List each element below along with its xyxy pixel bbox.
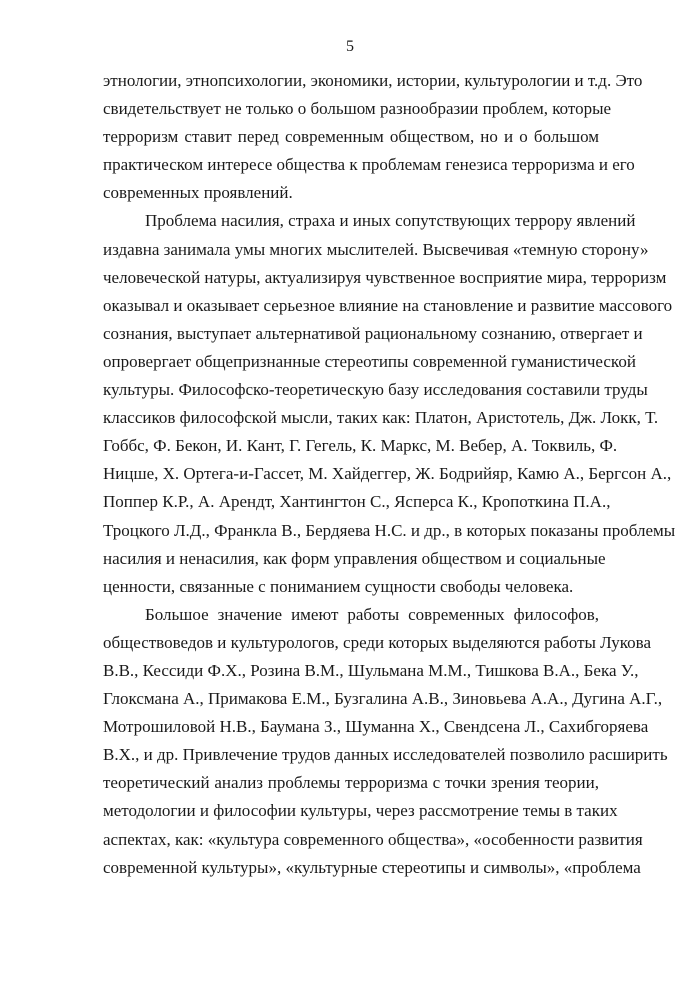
text-line: В.Х., и др. Привлечение трудов данных исследователей позволило расширить [103,745,668,765]
text-line: методологии и философии культуры, через рассмотрение темы в таких [103,801,618,821]
text-line: человеческой натуры, актуализируя чувственное восприятие мира, терроризм [103,267,667,287]
text-line: культуры. Философско-теоретическую базу исследования составили труды [103,380,648,400]
text-line: Проблема насилия, страха и иных сопутствующих террору явлений [145,211,636,231]
text-line: практическом интересе общества к проблемам генезиса терроризма и его [103,155,635,175]
text-line: свидетельствует не только о большом разнообразии проблем, которые [103,99,612,119]
text-line: В.В., Кессиди Ф.Х., Розина В.М., Шульмана М.М., Тишкова В.А., Бека У., [103,660,639,680]
text-line: аспектах, как: «культура современного общества», «особенности развития [103,829,643,849]
paragraph [103,67,643,207]
page-number: 5 [346,38,354,55]
text-line: теоретический анализ проблемы терроризма с точки зрения теории, [103,773,599,793]
text-line: насилия и ненасилия, как форм управления обществом и социальные [103,548,606,568]
text-line: современной культуры», «культурные стереотипы и символы», «проблема [103,857,641,877]
paragraph [103,207,676,600]
paragraph [103,601,668,882]
text-line: Троцкого Л.Д., Франкла В., Бердяева Н.С. и др., в которых показаны проблемы [103,520,676,540]
text-line: оказывал и оказывает серьезное влияние на становление и развитие массового [103,295,673,315]
text-line: ценности, связанные с пониманием сущности свободы человека. [103,576,574,596]
text-line: Гоббс, Ф. Бекон, И. Кант, Г. Гегель, К. Маркс, М. Вебер, А. Токвиль, Ф. [103,436,618,456]
text-line: издавна занимала умы многих мыслителей. Высвечивая «темную сторону» [103,239,649,259]
text-line: терроризм ставит перед современным обществом, но и о большом [103,127,599,147]
text-line: классиков философской мысли, таких как: Платон, Аристотель, Дж. Локк, Т. [103,408,659,428]
document-body [103,67,676,882]
text-line: этнологии, этнопсихологии, экономики, истории, культурологии и т.д. Это [103,71,643,90]
text-line: опровергает общепризнанные стереотипы современной гуманистической [103,351,636,371]
text-line: Ницше, Х. Ортега-и-Гассет, М. Хайдеггер, Ж. Бодрийяр, Камю А., Бергсон А., [103,464,672,484]
text-line: Большое значение имеют работы современных философов, [145,604,599,624]
text-line: Глоксмана А., Примакова Е.М., Бузгалина А.В., Зиновьева А.А., Дугина А.Г., [103,689,663,709]
text-line: современных проявлений. [103,183,293,203]
text-line: Мотрошиловой Н.В., Баумана З., Шуманна Х., Свендсена Л., Сахибгоряева [103,717,649,737]
text-line: обществоведов и культурологов, среди которых выделяются работы Лукова [103,632,652,652]
text-line: Поппер К.Р., А. Арендт, Хантингтон С., Ясперса К., Кропоткина П.А., [103,492,611,512]
text-line: сознания, выступает альтернативой рациональному сознанию, отвергает и [103,323,643,343]
